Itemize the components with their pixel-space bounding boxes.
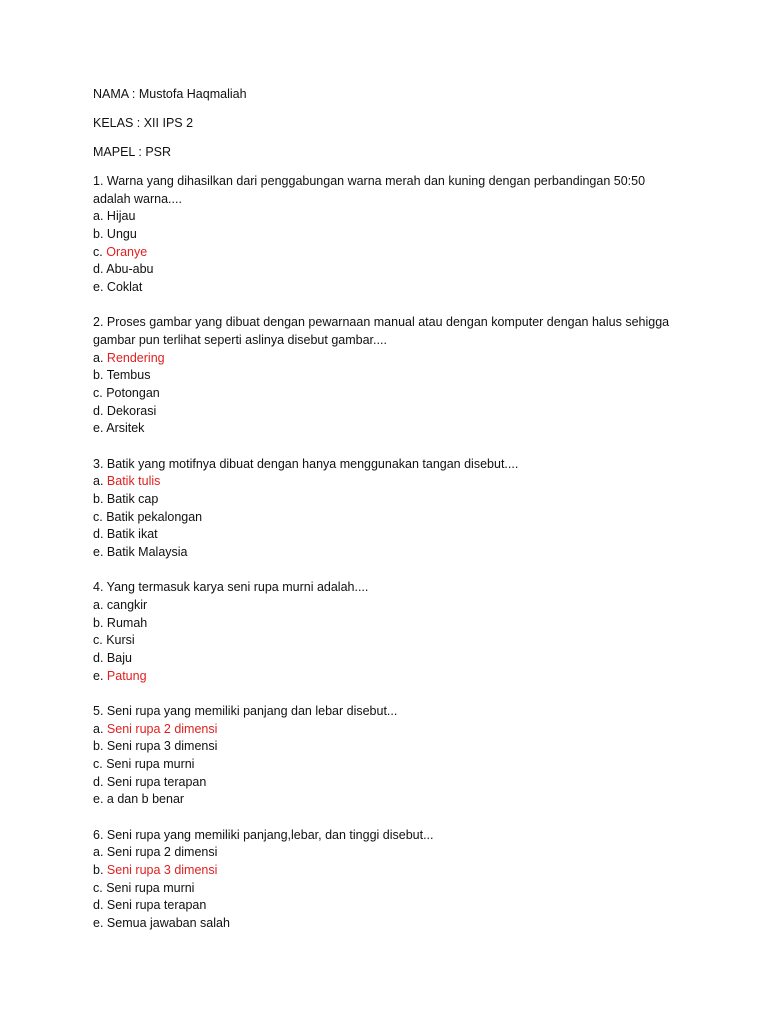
option-letter: a. xyxy=(93,597,104,612)
option-e xyxy=(93,420,693,438)
option-letter: b. xyxy=(93,862,104,877)
student-class: KELAS : XII IPS 2 xyxy=(93,115,194,130)
option-e xyxy=(93,668,693,686)
option-d xyxy=(93,403,693,421)
option-text: Abu-abu xyxy=(106,262,154,277)
option-e xyxy=(93,279,693,297)
option-c xyxy=(93,385,693,403)
option-d xyxy=(93,261,693,279)
option-letter: d. xyxy=(93,898,104,913)
option-letter: e. xyxy=(93,792,104,807)
option-letter: a. xyxy=(93,845,104,860)
option-b xyxy=(93,738,693,756)
student-name: NAMA : Mustofa Haqmaliah xyxy=(93,87,247,101)
option-c xyxy=(93,756,693,774)
option-text: Seni rupa 3 dimensi xyxy=(106,739,218,754)
option-text: Hijau xyxy=(106,209,136,224)
question-2 xyxy=(93,314,693,438)
option-d xyxy=(93,774,693,792)
option-letter: a. xyxy=(93,474,104,489)
question-6 xyxy=(93,827,693,933)
option-letter: a. xyxy=(93,209,104,224)
option-text: Seni rupa 2 dimensi xyxy=(106,845,218,860)
option-d xyxy=(93,650,693,668)
option-letter: c. xyxy=(93,757,103,771)
option-text: Dekorasi xyxy=(106,403,157,418)
option-letter: e. xyxy=(93,421,104,436)
option-a xyxy=(93,473,693,491)
option-text: Potongan xyxy=(106,386,160,401)
option-letter: c. xyxy=(93,633,103,648)
correct-answer-text: Rendering xyxy=(106,350,165,365)
option-b xyxy=(93,367,693,385)
option-a xyxy=(93,844,693,862)
option-text: Seni rupa murni xyxy=(106,880,195,895)
option-letter: d. xyxy=(93,527,104,542)
option-letter: a. xyxy=(93,350,104,365)
option-letter: b. xyxy=(93,739,104,754)
correct-answer-text: Seni rupa 3 dimensi xyxy=(106,862,218,877)
question-4 xyxy=(93,579,693,685)
option-text: Batik pekalongan xyxy=(106,509,203,524)
option-text: cangkir xyxy=(106,597,148,612)
question-3 xyxy=(93,456,693,562)
option-letter: b. xyxy=(93,615,104,630)
document-page xyxy=(93,86,693,950)
question-text: 2. Proses gambar yang dibuat dengan pewarnaan manual atau dengan komputer dengan halus sehigga gambar pun terlihat seperti aslinya disebut gambar.... xyxy=(93,315,670,347)
question-5 xyxy=(93,703,693,809)
option-e xyxy=(93,791,693,809)
option-letter: c. xyxy=(93,386,103,401)
option-letter: e. xyxy=(93,545,104,560)
option-letter: d. xyxy=(93,651,104,666)
option-a xyxy=(93,350,693,368)
option-letter: b. xyxy=(93,368,104,383)
option-text: Arsitek xyxy=(106,421,145,436)
question-text: 4. Yang termasuk karya seni rupa murni adalah.... xyxy=(93,580,369,595)
option-text: Seni rupa murni xyxy=(106,757,195,771)
question-list xyxy=(93,173,693,933)
option-letter: d. xyxy=(93,403,104,418)
option-e xyxy=(93,544,693,562)
correct-answer-text: Seni rupa 2 dimensi xyxy=(106,721,218,736)
option-d xyxy=(93,897,693,915)
option-text: Ungu xyxy=(106,227,137,242)
option-letter: e. xyxy=(93,280,104,295)
option-letter: e. xyxy=(93,916,104,931)
question-text: 1. Warna yang dihasilkan dari penggabungan warna merah dan kuning dengan perbandingan 50:50 adalah warna.... xyxy=(93,173,646,206)
correct-answer-text: Oranye xyxy=(106,244,148,259)
option-letter: a. xyxy=(93,721,104,736)
option-text: Seni rupa terapan xyxy=(106,774,207,789)
option-letter: b. xyxy=(93,227,104,242)
option-text: Baju xyxy=(106,651,132,666)
option-text: Batik ikat xyxy=(106,527,158,542)
option-letter: c. xyxy=(93,244,103,259)
option-b xyxy=(93,226,693,244)
option-d xyxy=(93,526,693,544)
question-text: 3. Batik yang motifnya dibuat dengan hanya menggunakan tangan disebut.... xyxy=(93,456,519,471)
option-c xyxy=(93,244,693,262)
option-text: Tembus xyxy=(106,368,151,383)
option-a xyxy=(93,721,693,739)
option-c xyxy=(93,632,693,650)
option-text: Rumah xyxy=(106,615,148,630)
option-letter: d. xyxy=(93,262,104,277)
correct-answer-text: Batik tulis xyxy=(106,474,161,489)
option-letter: b. xyxy=(93,492,104,507)
question-1 xyxy=(93,173,693,297)
option-b xyxy=(93,862,693,880)
option-text: Semua jawaban salah xyxy=(106,916,230,931)
option-b xyxy=(93,491,693,509)
subject: MAPEL : PSR xyxy=(93,144,172,159)
option-a xyxy=(93,597,693,615)
option-e xyxy=(93,915,693,933)
question-text: 6. Seni rupa yang memiliki panjang,lebar, dan tinggi disebut... xyxy=(93,827,434,842)
option-c xyxy=(93,880,693,898)
question-text: 5. Seni rupa yang memiliki panjang dan lebar disebut... xyxy=(93,703,398,718)
option-text: a dan b benar xyxy=(106,792,185,807)
option-letter: c. xyxy=(93,880,103,895)
option-a xyxy=(93,208,693,226)
correct-answer-text: Patung xyxy=(106,668,147,683)
option-letter: c. xyxy=(93,509,103,524)
option-letter: e. xyxy=(93,668,104,683)
option-text: Coklat xyxy=(106,280,143,295)
option-b xyxy=(93,615,693,633)
option-letter: d. xyxy=(93,774,104,789)
option-text: Seni rupa terapan xyxy=(106,898,207,913)
option-text: Batik cap xyxy=(106,492,159,507)
option-c xyxy=(93,509,693,527)
option-text: Batik Malaysia xyxy=(106,545,188,560)
option-text: Kursi xyxy=(106,633,135,648)
